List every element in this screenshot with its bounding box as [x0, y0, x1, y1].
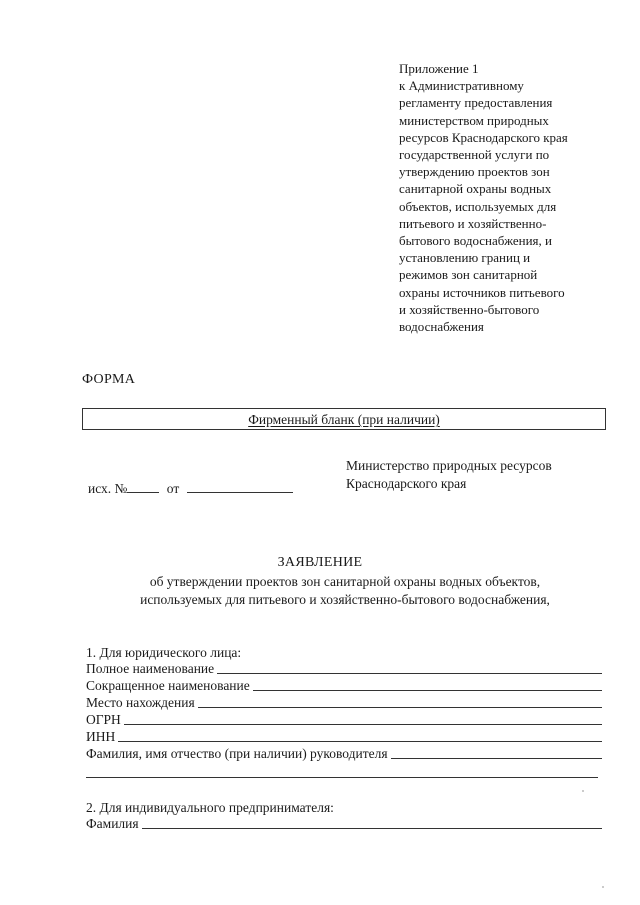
full-name-label: Полное наименование [86, 661, 215, 676]
statement-title: ЗАЯВЛЕНИЕ [277, 555, 363, 570]
outgoing-number-label: исх. № [88, 481, 128, 496]
recipient-block [346, 457, 552, 493]
outgoing-date-field[interactable] [187, 480, 293, 493]
appendix-line: утверждению проектов зон [399, 164, 550, 180]
appendix-line: режимов зон санитарной [399, 267, 538, 283]
appendix-line: бытового водоснабжения, и [399, 233, 552, 249]
short-name-row [86, 677, 602, 694]
inn-row [86, 728, 602, 745]
ogrn-row [86, 711, 602, 728]
surname-field[interactable] [142, 827, 602, 829]
director-name-row [86, 745, 602, 762]
director-name-label: Фамилия, имя отчество (при наличии) руководителя [86, 746, 388, 761]
short-name-label: Сокращенное наименование [86, 678, 250, 693]
scan-speck [582, 790, 584, 792]
appendix-line: объектов, используемых для [399, 198, 557, 214]
inn-label: ИНН [86, 729, 116, 744]
appendix-line: ресурсов Краснодарского края [399, 129, 568, 145]
letterhead-label: Фирменный бланк (при наличии) [248, 412, 440, 427]
appendix-header [399, 60, 614, 335]
surname-label: Фамилия [86, 816, 139, 831]
location-field[interactable] [198, 706, 602, 708]
legal-entity-heading: 1. Для юридического лица: [86, 645, 242, 660]
recipient-line: Краснодарского края [346, 476, 467, 491]
short-name-field[interactable] [253, 689, 602, 691]
ogrn-label: ОГРН [86, 712, 121, 727]
appendix-line: водоснабжения [399, 319, 484, 335]
appendix-line: охраны источников питьевого [399, 284, 565, 300]
form-label: ФОРМА [82, 372, 136, 387]
appendix-line: министерством природных [399, 112, 549, 128]
statement-subtitle-line: используемых для питьевого и хозяйственно-бытового водоснабжения, [140, 592, 550, 607]
outgoing-reference [88, 480, 293, 497]
outgoing-number-field[interactable] [127, 480, 159, 493]
statement-subtitle-line: об утверждении проектов зон санитарной охраны водных объектов, [149, 574, 541, 589]
statement-subtitle [75, 573, 615, 609]
location-label: Место нахождения [86, 695, 195, 710]
inn-field[interactable] [118, 740, 602, 742]
ogrn-field[interactable] [124, 723, 602, 725]
scan-speck [602, 886, 604, 888]
outgoing-date-label: от [166, 481, 180, 496]
appendix-line: установлению границ и [399, 250, 531, 266]
surname-row [86, 815, 602, 832]
location-row [86, 694, 602, 711]
director-name-field[interactable] [391, 757, 602, 759]
appendix-line: Приложение 1 [399, 61, 479, 76]
letterhead-box [82, 408, 606, 430]
appendix-line: питьевого и хозяйственно- [399, 215, 547, 231]
full-name-row [86, 660, 602, 677]
appendix-line: регламенту предоставления [399, 95, 553, 111]
recipient-line: Министерство природных ресурсов [346, 458, 552, 473]
director-name-continuation-field[interactable] [86, 777, 598, 778]
full-name-field[interactable] [217, 672, 602, 674]
appendix-line: и хозяйственно-бытового [399, 301, 540, 317]
appendix-line: государственной услуги по [399, 147, 550, 163]
entrepreneur-heading: 2. Для индивидуального предпринимателя: [86, 800, 334, 815]
appendix-line: к Административному [399, 78, 524, 94]
appendix-line: санитарной охраны водных [399, 181, 552, 197]
